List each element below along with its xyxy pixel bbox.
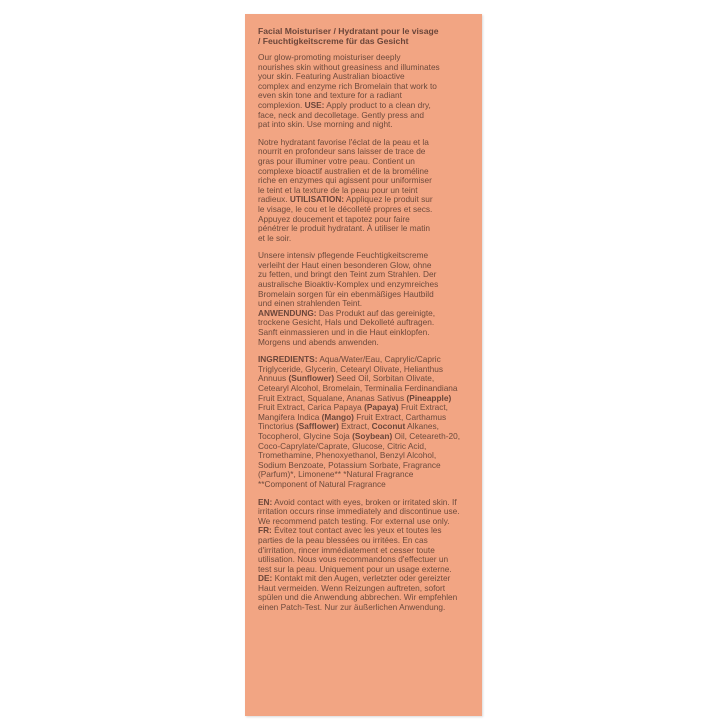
text-fragment: radieux. bbox=[258, 194, 288, 205]
text-line: utilisation. Nous vous recommandons d'effectuer un bbox=[258, 554, 449, 565]
text-line: und einen strahlenden Teint. bbox=[258, 298, 363, 309]
text-fragment: complexion. bbox=[258, 99, 303, 110]
text-fragment: Aqua/Water/Eau, Caprylic/Capric bbox=[319, 354, 441, 365]
text-line: **Component of Natural Fragrance bbox=[258, 478, 386, 489]
text-line: your skin. Featuring Australian bioactive bbox=[258, 71, 405, 82]
description-en bbox=[258, 53, 480, 130]
text-line: complexe bioactif australien et de la broméline bbox=[258, 165, 429, 176]
text-fragment: Appliquez le produit sur bbox=[345, 194, 433, 205]
warnings bbox=[258, 498, 480, 613]
ingredient-common-name: (Soybean) bbox=[352, 430, 393, 441]
text-line: d'irritation, rincer immédiatement et cesser toute bbox=[258, 544, 435, 555]
text-fragment: Fruit Extract, Squalane, Ananas Sativus bbox=[258, 392, 405, 403]
product-title-line: Facial Moisturiser / Hydratant pour le visage bbox=[258, 26, 439, 36]
text-fragment: Fruit Extract, Carica Papaya bbox=[258, 402, 362, 413]
ingredient-common-name: (Safflower) bbox=[295, 421, 339, 432]
text-line: Coco-Caprylate/Caprate, Glucose, Citric Acid, bbox=[258, 440, 427, 451]
use-label-en: USE: bbox=[304, 99, 325, 110]
label-content bbox=[258, 26, 480, 621]
text-line: trockene Gesicht, Hals und Dekolleté auftragen. bbox=[258, 317, 435, 328]
product-title bbox=[258, 26, 480, 46]
text-line: We recommend patch testing. For external use only. bbox=[258, 515, 450, 526]
text-line: Appuyez doucement et tapotez pour faire bbox=[258, 213, 410, 224]
text-fragment: Fruit Extract, Carthamus bbox=[356, 411, 447, 422]
text-fragment: Avoid contact with eyes, broken or irritated skin. If bbox=[274, 496, 457, 507]
text-line: riche en enzymes qui agissent pour uniformiser bbox=[258, 175, 432, 186]
text-line: verleiht der Haut einen besonderen Glow, ohne bbox=[258, 259, 432, 270]
text-line: irritation occurs rinse immediately and discontinue use. bbox=[258, 506, 460, 517]
text-line: Triglyceride, Glycerin, Cetearyl Olivate, Helianthus bbox=[258, 363, 444, 374]
text-line: Our glow-promoting moisturiser deeply bbox=[258, 52, 401, 62]
text-line: nourrit en profondeur sans laisser de trace de bbox=[258, 146, 426, 157]
text-fragment: Annuus bbox=[258, 373, 287, 384]
text-line: gras pour illuminer votre peau. Contient un bbox=[258, 155, 415, 166]
text-line: pat into skin. Use morning and night. bbox=[258, 119, 393, 130]
text-line: (Parfum)*, Limonene** *Natural Fragrance bbox=[258, 469, 414, 480]
text-line: zu fetten, und bringt den Teint zum Strahlen. Der bbox=[258, 269, 437, 280]
use-label-de: ANWENDUNG: bbox=[258, 307, 317, 318]
text-line: le teint et la texture de la peau pour un teint bbox=[258, 184, 418, 195]
use-label-fr: UTILISATION: bbox=[289, 194, 345, 205]
ingredient-common-name: (Papaya) bbox=[364, 402, 399, 413]
warning-label-en: EN: bbox=[258, 496, 273, 507]
warning-label-de: DE: bbox=[258, 573, 273, 584]
warning-label-fr: FR: bbox=[258, 525, 272, 536]
description-de bbox=[258, 251, 480, 347]
text-line: Tromethamine, Phenoxyethanol, Benzyl Alcohol, bbox=[258, 450, 437, 461]
ingredient-common-name: (Mango) bbox=[321, 411, 354, 422]
text-line: Sodium Benzoate, Potassium Sorbate, Fragrance bbox=[258, 459, 441, 470]
text-line: face, neck and decolletage. Gently press and bbox=[258, 109, 425, 120]
text-line: et le soir. bbox=[258, 232, 292, 243]
text-line: Haut vermeiden. Wenn Reizungen auftreten, sofort bbox=[258, 582, 446, 593]
text-fragment: Tinctorius bbox=[258, 421, 294, 432]
ingredients-label: INGREDIENTS: bbox=[258, 354, 318, 365]
product-title-line: / Feuchtigkeitscreme für das Gesicht bbox=[258, 36, 409, 46]
text-line: Sanft einmassieren und in die Haut einklopfen. bbox=[258, 327, 430, 338]
text-line: le visage, le cou et le décolleté propres et secs. bbox=[258, 203, 433, 214]
ingredient-common-name: (Pineapple) bbox=[406, 392, 452, 403]
text-fragment: Tocopherol, Glycine Soja bbox=[258, 430, 350, 441]
text-line: test sur la peau. Uniquement pour un usage externe. bbox=[258, 563, 452, 574]
text-line: spülen und die Anwendung abbrechen. Wir empfehlen bbox=[258, 592, 458, 603]
text-fragment: Apply product to a clean dry, bbox=[326, 99, 431, 110]
text-fragment: Kontakt mit den Augen, verletzter oder gereizter bbox=[274, 573, 451, 584]
text-line: Unsere intensiv pflegende Feuchtigkeitscreme bbox=[258, 250, 429, 261]
ingredient-common-name: Coconut bbox=[371, 421, 406, 432]
text-fragment: Alkanes, bbox=[407, 421, 439, 432]
ingredient-common-name: (Sunflower) bbox=[288, 373, 335, 384]
text-fragment: Extract, bbox=[341, 421, 370, 432]
text-line: einen Patch-Test. Nur zur äußerlichen Anwendung. bbox=[258, 602, 446, 613]
text-fragment: Oil, Ceteareth-20, bbox=[394, 430, 460, 441]
text-line: parties de la peau blessées ou irritées. En cas bbox=[258, 534, 428, 545]
product-label-panel bbox=[245, 14, 482, 716]
text-line: Bromelain sorgen für ein ebenmäßiges Hautbild bbox=[258, 288, 434, 299]
text-line: Cetearyl Alcohol, Bromelain, Terminalia Ferdinandiana bbox=[258, 383, 458, 393]
text-fragment: Évitez tout contact avec les yeux et toutes les bbox=[274, 525, 442, 536]
text-fragment: Fruit Extract, bbox=[400, 402, 448, 413]
text-fragment: Seed Oil, Sorbitan Olivate, bbox=[336, 373, 435, 384]
text-fragment: Mangifera Indica bbox=[258, 411, 320, 422]
text-fragment: Das Produkt auf das gereinigte, bbox=[318, 307, 436, 318]
text-line: pénétrer le produit hydratant. À utiliser le matin bbox=[258, 223, 431, 234]
text-line: nourishes skin without greasiness and illuminates bbox=[258, 61, 440, 72]
text-line: Morgens und abends anwenden. bbox=[258, 336, 379, 347]
description-fr bbox=[258, 138, 480, 244]
ingredients-list bbox=[258, 355, 480, 489]
text-line: australische Bioaktiv-Komplex und enzymreiches bbox=[258, 279, 439, 290]
text-line: even skin tone and texture for a radiant bbox=[258, 90, 402, 101]
text-line: Notre hydratant favorise l'éclat de la peau et la bbox=[258, 136, 429, 147]
text-line: complex and enzyme rich Bromelain that work to bbox=[258, 80, 437, 91]
